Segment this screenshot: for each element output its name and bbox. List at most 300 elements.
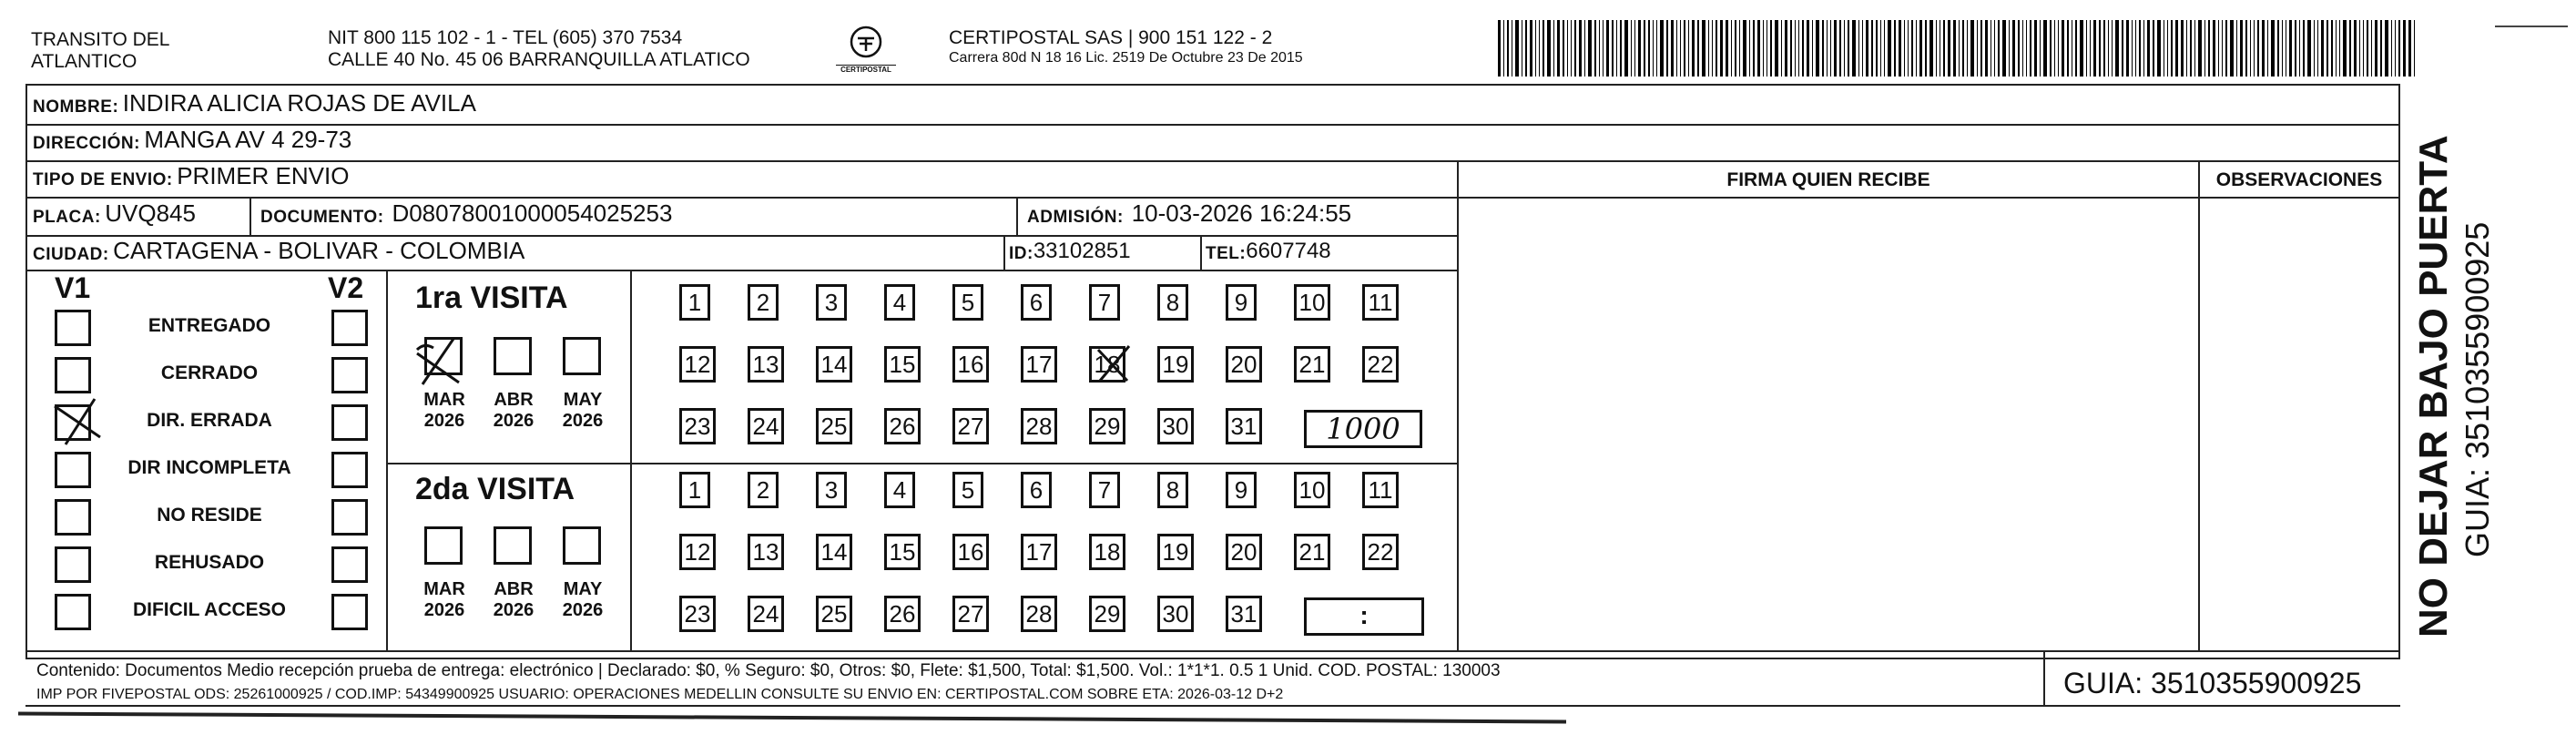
courier-name: CERTIPOSTAL SAS | 900 151 122 - 2 — [949, 27, 1273, 48]
second-visit-day[interactable]: 9 — [1226, 472, 1257, 508]
barcode-bar — [1735, 20, 1736, 77]
barcode-bar — [1739, 20, 1740, 77]
barcode-bar — [2204, 20, 2205, 77]
observations-header: OBSERVACIONES — [2215, 169, 2383, 190]
march-check — [412, 335, 466, 390]
first-visit-day[interactable]: 28 — [1021, 408, 1057, 444]
barcode-bar — [1962, 20, 1964, 77]
second-visit-month-box[interactable] — [563, 526, 601, 565]
barcode-bar — [2398, 20, 2400, 77]
barcode-bar — [2093, 20, 2096, 77]
barcode-bar — [2054, 20, 2055, 77]
second-visit-day[interactable]: 3 — [816, 472, 847, 508]
second-visit-day[interactable]: 22 — [1362, 534, 1399, 570]
first-visit-day[interactable]: 13 — [748, 346, 784, 383]
admission-value: 10-03-2026 16:24:55 — [1131, 199, 1352, 227]
signature-header: FIRMA QUIEN RECIBE — [1726, 169, 1930, 190]
second-visit-day[interactable]: 28 — [1021, 596, 1057, 632]
barcode-bar — [2147, 20, 2150, 77]
barcode-bar — [1862, 20, 1863, 77]
barcode-bar — [2314, 20, 2315, 77]
first-visit-day[interactable]: 9 — [1226, 284, 1257, 321]
barcode-bar — [1977, 20, 1978, 77]
first-visit-day[interactable]: 18 — [1089, 346, 1125, 383]
tel-value: 6607748 — [1246, 239, 1331, 263]
barcode-bar — [2126, 20, 2129, 77]
barcode-bar — [2271, 20, 2275, 77]
month-label — [555, 579, 610, 621]
barcode-bar — [1660, 20, 1664, 77]
first-visit-day[interactable]: 4 — [884, 284, 915, 321]
first-visit-day[interactable]: 27 — [952, 408, 989, 444]
barcode-bar — [2175, 20, 2178, 77]
barcode-bar — [1795, 20, 1796, 77]
barcode-bar — [2380, 20, 2382, 77]
barcode-bar — [1567, 20, 1568, 77]
barcode-bar — [1749, 20, 1750, 77]
sender-name-line2: ATLANTICO — [31, 51, 137, 72]
first-visit-day[interactable]: 10 — [1294, 284, 1330, 321]
barcode-bar — [1543, 20, 1544, 77]
barcode-bar — [1919, 20, 1922, 77]
barcode-bar — [2339, 20, 2340, 77]
barcode-bar — [1781, 20, 1782, 77]
month-year: 2026 — [562, 600, 604, 620]
city-row — [33, 237, 524, 265]
v1-checkbox[interactable] — [55, 357, 91, 393]
barcode-bar — [2307, 20, 2311, 77]
v1-header: V1 — [55, 271, 91, 304]
second-visit-day[interactable]: 15 — [884, 534, 921, 570]
first-visit-day[interactable]: 17 — [1021, 346, 1057, 383]
admission-row — [1027, 199, 1351, 228]
barcode-bar — [1579, 20, 1582, 77]
barcode-bar — [1929, 20, 1933, 77]
barcode-bar — [1653, 20, 1654, 77]
barcode-bar — [1948, 20, 1950, 77]
barcode-bar — [1911, 20, 1913, 77]
barcode-bar — [1498, 20, 1501, 77]
barcode-bar — [1606, 20, 1609, 77]
month-label — [486, 390, 541, 432]
barcode-bar — [1676, 20, 1677, 77]
barcode-bar — [2040, 20, 2041, 77]
first-visit-time: 1000 — [1304, 410, 1422, 448]
barcode-bar — [2245, 20, 2247, 77]
barcode-bar — [1708, 20, 1709, 77]
first-visit-day[interactable]: 26 — [884, 408, 921, 444]
logo-icon — [848, 24, 884, 60]
document-row — [260, 199, 672, 228]
v2-header: V2 — [328, 271, 364, 304]
barcode-bar — [2181, 20, 2184, 77]
barcode-bar — [1731, 20, 1732, 77]
barcode-bar — [1830, 20, 1831, 77]
barcode-bar — [2257, 20, 2259, 77]
admission-divider — [1016, 197, 1018, 235]
barcode-bar — [1638, 20, 1641, 77]
footer-print-info: IMP POR FIVEPOSTAL ODS: 25261000925 / COD.IMP: 54349900925 USUARIO: OPERACIONES MEDELLIN CONSULTE SU ENVIO EN: CERTIPOSTAL.COM SOBRE ETA: 2026-03-12 D+2 — [36, 687, 1284, 702]
month-label — [555, 390, 610, 432]
first-visit-day[interactable]: 11 — [1362, 284, 1399, 321]
barcode-bar — [2289, 20, 2292, 77]
tear-edge — [18, 712, 1566, 724]
month-label — [486, 579, 541, 621]
v1-checkbox[interactable] — [55, 594, 91, 630]
barcode-bar — [2240, 20, 2243, 77]
v1-checkbox[interactable] — [55, 310, 91, 346]
status-reason: DIR INCOMPLETA — [127, 457, 291, 478]
sender-name — [31, 29, 169, 73]
second-visit-day[interactable]: 12 — [679, 534, 716, 570]
second-visit-day[interactable]: 16 — [952, 534, 989, 570]
barcode-bar — [1980, 20, 1982, 77]
barcode-bar — [2115, 20, 2119, 77]
second-visit-day[interactable]: 11 — [1362, 472, 1399, 508]
footer-contents: Contenido: Documentos Medio recepción prueba de entrega: electrónico | Declarado: $0, % Seguro: $0, Otros: $0, Flete: $1,500, Total: $1,500. Vol.: 1*1*1. 0.5 1 Unid. COD. POSTAL: 130003 — [36, 661, 1501, 680]
second-visit-day[interactable]: 8 — [1157, 472, 1188, 508]
second-visit-day[interactable]: 20 — [1226, 534, 1262, 570]
barcode-bar — [2112, 20, 2113, 77]
second-visit-month-box[interactable] — [424, 526, 463, 565]
second-visit-day[interactable]: 18 — [1089, 534, 1125, 570]
barcode-bar — [1656, 20, 1657, 77]
barcode-bar — [2167, 20, 2168, 77]
v2-checkbox[interactable] — [331, 404, 368, 441]
first-visit-day[interactable]: 25 — [816, 408, 852, 444]
v2-checkbox[interactable] — [331, 594, 368, 630]
second-visit-day[interactable]: 19 — [1157, 534, 1194, 570]
first-visit-day[interactable]: 19 — [1157, 346, 1194, 383]
barcode-bar — [1634, 20, 1635, 77]
barcode-bar — [1994, 20, 1995, 77]
barcode-bar — [1871, 20, 1873, 77]
second-visit-day[interactable]: 13 — [748, 534, 784, 570]
first-visit-day[interactable]: 15 — [884, 346, 921, 383]
status-reason: ENTREGADO — [148, 315, 271, 336]
month-year: 2026 — [423, 600, 465, 620]
barcode-bar — [1584, 20, 1585, 77]
v2-checkbox[interactable] — [331, 357, 368, 393]
barcode-bar — [1688, 20, 1689, 77]
barcode-bar — [1802, 20, 1804, 77]
barcode-bar — [1743, 20, 1746, 77]
barcode-bar — [1953, 20, 1956, 77]
plate-row — [33, 199, 196, 228]
barcode-bar — [2408, 20, 2411, 77]
barcode-bar — [2262, 20, 2265, 77]
footer-guia-divider — [2043, 650, 2045, 705]
barcode-bar — [1844, 20, 1845, 77]
row-divider — [25, 160, 2400, 162]
first-visit-day[interactable]: 20 — [1226, 346, 1262, 383]
barcode-bar — [2267, 20, 2268, 77]
month-name: ABR — [494, 390, 534, 410]
first-visit-day[interactable]: 3 — [816, 284, 847, 321]
second-visit-day[interactable]: 4 — [884, 472, 915, 508]
barcode-bar — [1894, 20, 1896, 77]
first-visit-day[interactable]: 30 — [1157, 408, 1194, 444]
v2-checkbox[interactable] — [331, 452, 368, 488]
first-visit-day[interactable]: 14 — [816, 346, 852, 383]
courier-info — [949, 27, 1303, 67]
signature-divider — [1457, 160, 1459, 650]
barcode-bar — [1557, 20, 1560, 77]
barcode-bar — [1563, 20, 1564, 77]
barcode-bar — [1697, 20, 1699, 77]
second-visit-day[interactable]: 14 — [816, 534, 852, 570]
id-row — [1009, 239, 1131, 264]
barcode-bar — [1515, 20, 1519, 77]
barcode-bar — [2254, 20, 2255, 77]
barcode-bar — [1603, 20, 1604, 77]
side-warning: NO DEJAR BAJO PUERTA — [2411, 135, 2456, 638]
first-visit-day[interactable]: 24 — [748, 408, 784, 444]
barcode-bar — [2086, 20, 2087, 77]
barcode-bar — [1684, 20, 1685, 77]
first-visit-day[interactable]: 5 — [952, 284, 983, 321]
barcode-bar — [2363, 20, 2364, 77]
first-visit-day[interactable]: 7 — [1089, 284, 1120, 321]
barcode-bar — [1943, 20, 1945, 77]
second-visit-title: 2da VISITA — [415, 472, 575, 506]
barcode-bar — [1775, 20, 1778, 77]
second-visit-day[interactable]: 25 — [816, 596, 852, 632]
barcode-bar — [2230, 20, 2234, 77]
barcode-bar — [2213, 20, 2215, 77]
barcode-bar — [2026, 20, 2027, 77]
barcode-bar — [2075, 20, 2077, 77]
second-visit-day[interactable]: 17 — [1021, 534, 1057, 570]
barcode-bar — [2277, 20, 2279, 77]
first-visit-month-box[interactable] — [563, 337, 601, 375]
second-visit-day[interactable]: 21 — [1294, 534, 1330, 570]
barcode-bar — [2043, 20, 2047, 77]
barcode-bar — [1588, 20, 1592, 77]
barcode — [1498, 20, 2427, 77]
barcode-bar — [2099, 20, 2101, 77]
barcode-bar — [1936, 20, 1937, 77]
barcode-bar — [1904, 20, 1905, 77]
first-visit-day[interactable]: 16 — [952, 346, 989, 383]
first-visit-day[interactable]: 6 — [1021, 284, 1052, 321]
status-divider — [386, 270, 388, 650]
barcode-bar — [1530, 20, 1532, 77]
second-visit-day[interactable]: 24 — [748, 596, 784, 632]
sender-address: CALLE 40 No. 45 06 BARRANQUILLA ATLATICO — [328, 49, 750, 70]
second-visit-day[interactable]: 5 — [952, 472, 983, 508]
month-year: 2026 — [493, 600, 535, 620]
barcode-bar — [2135, 20, 2136, 77]
second-visit-day[interactable]: 23 — [679, 596, 716, 632]
barcode-bar — [2157, 20, 2161, 77]
month-year: 2026 — [562, 411, 604, 431]
second-visit-day[interactable]: 2 — [748, 472, 779, 508]
edge-mark — [2495, 26, 2568, 27]
barcode-bar — [1848, 20, 1849, 77]
barcode-bar — [2080, 20, 2083, 77]
barcode-bar — [2282, 20, 2283, 77]
first-visit-day[interactable]: 22 — [1362, 346, 1399, 383]
barcode-bar — [1702, 20, 1705, 77]
barcode-bar — [1547, 20, 1551, 77]
second-visit-day[interactable]: 7 — [1089, 472, 1120, 508]
barcode-bar — [2218, 20, 2219, 77]
barcode-bar — [2022, 20, 2023, 77]
shipment-type-label: TIPO DE ENVIO: — [33, 170, 173, 189]
barcode-bar — [1666, 20, 1668, 77]
barcode-bar — [1888, 20, 1891, 77]
first-visit-day[interactable]: 12 — [679, 346, 716, 383]
first-visit-day[interactable]: 2 — [748, 284, 779, 321]
barcode-bar — [1571, 20, 1572, 77]
barcode-bar — [2153, 20, 2154, 77]
barcode-bar — [2414, 20, 2415, 77]
row-divider — [25, 270, 1459, 271]
barcode-bar — [1503, 20, 1504, 77]
barcode-bar — [2317, 20, 2318, 77]
barcode-bar — [1812, 20, 1813, 77]
v2-checkbox[interactable] — [331, 546, 368, 583]
second-visit-day[interactable]: 26 — [884, 596, 921, 632]
recipient-name: INDIRA ALICIA ROJAS DE AVILA — [122, 89, 476, 117]
barcode-bar — [1535, 20, 1536, 77]
admission-label: ADMISIÓN: — [1027, 208, 1124, 227]
barcode-bar — [2349, 20, 2351, 77]
certipostal-logo — [836, 24, 896, 74]
first-visit-day[interactable]: 29 — [1089, 408, 1125, 444]
barcode-bar — [1884, 20, 1885, 77]
barcode-bar — [1852, 20, 1856, 77]
plate-value: UVQ845 — [105, 199, 196, 227]
barcode-bar — [1967, 20, 1968, 77]
v1-checkbox[interactable] — [55, 546, 91, 583]
barcode-bar — [1876, 20, 1878, 77]
status-reason: CERRADO — [160, 362, 259, 383]
barcode-bar — [2354, 20, 2357, 77]
day-18-check — [1091, 341, 1136, 386]
first-visit-day[interactable]: 8 — [1157, 284, 1188, 321]
barcode-bar — [2331, 20, 2333, 77]
sender-name-line1: TRANSITO DEL — [31, 29, 170, 50]
barcode-bar — [1716, 20, 1717, 77]
month-year: 2026 — [423, 411, 465, 431]
shipment-type: PRIMER ENVIO — [177, 162, 350, 189]
v1-checkbox[interactable] — [55, 499, 91, 536]
barcode-bar — [1858, 20, 1859, 77]
courier-license: Carrera 80d N 18 16 Lic. 2519 De Octubre 23 De 2015 — [949, 50, 1303, 66]
month-label — [417, 579, 472, 621]
barcode-bar — [1985, 20, 1988, 77]
first-visit-day[interactable]: 21 — [1294, 346, 1330, 383]
barcode-bar — [2171, 20, 2173, 77]
barcode-bar — [2359, 20, 2360, 77]
barcode-bar — [1594, 20, 1596, 77]
barcode-bar — [2295, 20, 2296, 77]
barcode-bar — [1763, 20, 1764, 77]
barcode-bar — [1644, 20, 1645, 77]
barcode-bar — [1680, 20, 1681, 77]
second-visit-day[interactable]: 30 — [1157, 596, 1194, 632]
barcode-bar — [2299, 20, 2300, 77]
first-visit-day[interactable]: 23 — [679, 408, 716, 444]
barcode-bar — [1726, 20, 1728, 77]
row-divider — [25, 124, 2400, 126]
barcode-bar — [1648, 20, 1650, 77]
barcode-bar — [2321, 20, 2324, 77]
barcode-bar — [1539, 20, 1540, 77]
barcode-bar — [2198, 20, 2202, 77]
footer-guia: GUIA: 3510355900925 — [2063, 667, 2362, 699]
barcode-bar — [2194, 20, 2195, 77]
barcode-bar — [2371, 20, 2372, 77]
first-visit-day[interactable]: 1 — [679, 284, 710, 321]
barcode-bar — [2208, 20, 2210, 77]
barcode-bar — [1574, 20, 1576, 77]
second-visit-day[interactable]: 29 — [1089, 596, 1125, 632]
second-visit-month-box[interactable] — [494, 526, 532, 565]
shipment-type-row — [33, 162, 349, 190]
sender-contact — [328, 27, 750, 71]
barcode-bar — [2002, 20, 2006, 77]
city-label: CIUDAD: — [33, 245, 109, 264]
logo-caption: CERTIPOSTAL — [836, 65, 896, 74]
second-visit-day[interactable]: 31 — [1226, 596, 1262, 632]
footer-bottom — [25, 705, 2400, 707]
first-visit-month-box[interactable] — [494, 337, 532, 375]
second-visit-day[interactable]: 10 — [1294, 472, 1330, 508]
v2-checkbox[interactable] — [331, 499, 368, 536]
barcode-bar — [2336, 20, 2337, 77]
barcode-bar — [1599, 20, 1600, 77]
barcode-bar — [1816, 20, 1819, 77]
row-divider — [25, 197, 1459, 199]
recipient-address: MANGA AV 4 29-73 — [144, 126, 352, 153]
barcode-bar — [2343, 20, 2347, 77]
barcode-bar — [1998, 20, 2000, 77]
barcode-bar — [2222, 20, 2223, 77]
tel-label: TEL: — [1206, 244, 1247, 263]
barcode-bar — [2225, 20, 2227, 77]
barcode-bar — [1507, 20, 1509, 77]
barcode-bar — [2062, 20, 2064, 77]
document-label: DOCUMENTO: — [260, 208, 384, 227]
barcode-bar — [1612, 20, 1614, 77]
second-visit-day[interactable]: 6 — [1021, 472, 1052, 508]
barcode-bar — [1959, 20, 1960, 77]
first-visit-title: 1ra VISITA — [415, 281, 568, 315]
side-guia: GUIA: 3510355900925 — [2459, 221, 2496, 557]
barcode-bar — [2395, 20, 2396, 77]
barcode-bar — [2375, 20, 2377, 77]
month-year: 2026 — [493, 411, 535, 431]
barcode-bar — [1790, 20, 1792, 77]
barcode-bar — [2303, 20, 2305, 77]
second-visit-day[interactable]: 27 — [952, 596, 989, 632]
v2-checkbox[interactable] — [331, 310, 368, 346]
first-visit-day[interactable]: 31 — [1226, 408, 1262, 444]
v1-checkbox[interactable] — [55, 452, 91, 488]
sender-nit: NIT 800 115 102 - 1 - TEL (605) 370 7534 — [328, 27, 683, 48]
barcode-bar — [1925, 20, 1927, 77]
second-visit-day[interactable]: 1 — [679, 472, 710, 508]
name-label: NOMBRE: — [33, 97, 119, 117]
barcode-bar — [2132, 20, 2133, 77]
tel-divider — [1200, 235, 1202, 270]
barcode-bar — [2236, 20, 2237, 77]
barcode-bar — [1834, 20, 1837, 77]
barcode-bar — [1720, 20, 1723, 77]
